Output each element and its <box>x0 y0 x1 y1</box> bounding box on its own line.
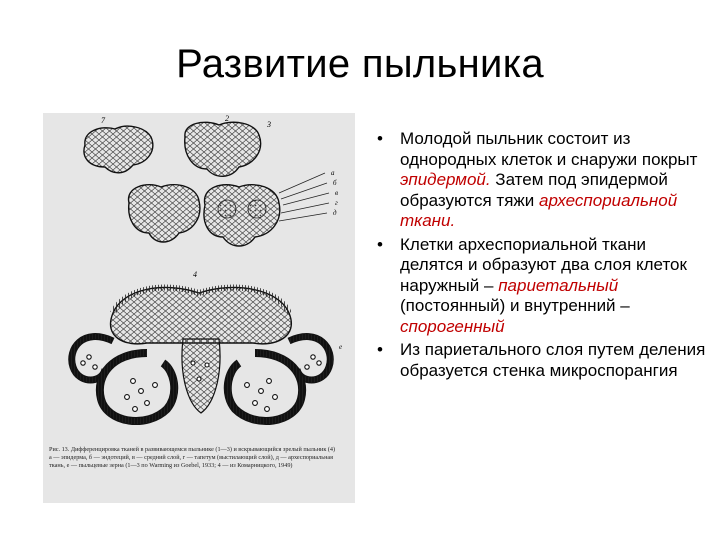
figure-caption <box>49 446 347 471</box>
stage-3-section-left <box>129 185 200 242</box>
bullet-text: (постоянный) и внутренний – <box>400 296 630 315</box>
side-label-d: д <box>333 209 337 217</box>
fig-label-3: 3 <box>267 120 271 129</box>
bullet-marker: • <box>377 129 383 148</box>
bullet-marker: • <box>377 234 383 254</box>
term-parietal: париетальный <box>498 275 619 295</box>
term-sporogenous: спорогенный <box>400 316 505 336</box>
term-epidermis: эпидермой. <box>400 170 491 189</box>
bullet-text: Затем под эпидермой образуются тяжи <box>400 170 668 210</box>
label-pointers <box>279 173 329 221</box>
bullet-text: Из париетального слоя путем деления образуется стенка микроспорангия <box>400 340 706 380</box>
side-label-b: б <box>333 179 337 187</box>
caption-title: Рис. 13. Дифференцировка тканей в развивающемся пыльнике (1—3) и вскрывающийся зрелый пыльник (4) <box>49 446 336 453</box>
fig-label-4: 4 <box>193 270 197 279</box>
side-label-a: а <box>331 169 335 177</box>
stage-3-section-right <box>204 185 280 246</box>
anther-development-figure <box>43 113 355 503</box>
fig-label-1: 7 <box>101 116 105 125</box>
bullet-text: Клетки археспориальной ткани делятся и образуют два слоя клеток наружный – <box>400 234 687 295</box>
side-label-e: е <box>339 343 343 351</box>
stage-1-section <box>84 126 153 173</box>
bullet-marker: • <box>377 340 383 359</box>
bullet-item <box>372 340 712 381</box>
bullet-item <box>372 235 712 338</box>
caption-legend: а — эпидерма, б — эндотеций, в — средний слой, г — тапетум (выстилающий слой), д — археспориальная ткань, е — пыльцевые зерна (1—3 по Warming из Goebel, 1933; 4 — из Комарницкого, 1949) <box>49 454 333 470</box>
side-label-v: в <box>335 189 339 197</box>
slide-title: Развитие пыльника <box>176 42 544 86</box>
bullet-text: Молодой пыльник состоит из однородных клеток и снаружи покрыт <box>400 129 698 169</box>
stage-4-mature-anther <box>72 287 330 421</box>
term-archesporial-tissue: археспориальной ткани. <box>400 190 678 230</box>
side-label-g: г <box>335 199 338 207</box>
stage-2-section <box>185 122 261 176</box>
bullet-item <box>372 129 712 232</box>
fig-label-2: 2 <box>225 114 229 123</box>
bullet-list <box>372 129 712 384</box>
